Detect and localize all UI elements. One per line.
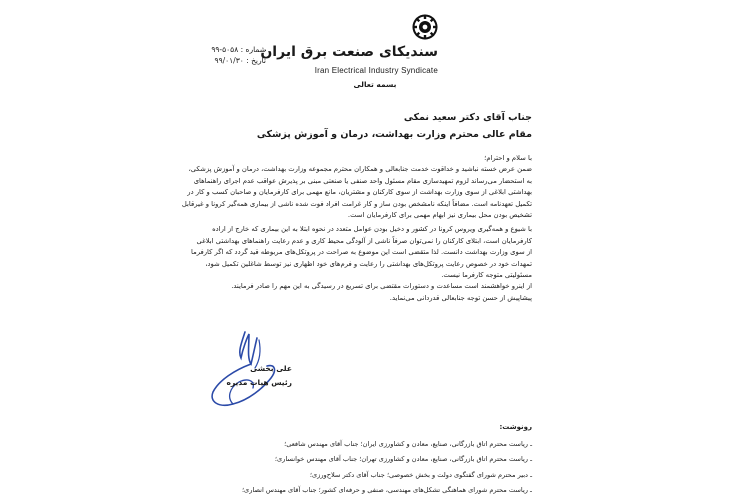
signer-title: رئیس هیات مدیره (226, 378, 292, 387)
body-line: به استحضار می‌رساند لزوم تمهیدسازی مقام مسئول واحد صنفی یا صنعتی مبنی بر پذیرش عواقب عدم اجرای راهنماهای (193, 176, 532, 185)
letter-date: تاریخ : ۹۹/۰۱/۳۰ (214, 56, 266, 65)
letter-meta (196, 44, 266, 66)
body-line: بهداشتی ابلاغی از سوی وزارت بهداشت از سوی کارکنان و مشتریان، مانع مهمی برای کارفرمایان و صاحبان کسب و کار در (187, 188, 532, 197)
body-line: از سوی وزارت بهداشت دانست. لذا متقضی است این موضوع به صراحت در پروتکل‌های مربوطه قید گردد که اگر کارفرما (191, 248, 532, 257)
org-name-persian: سندیکای صنعت برق ایران (260, 44, 438, 60)
cc-title: رونوشت: (499, 423, 532, 431)
body-line: ضمن عرض خسته نباشید و خداقوت خدمت جنابعالی و همکاران محترم مجموعه وزارت بهداشت، درمان و آموزش پزشکی، (188, 165, 532, 174)
greeting: با سلام و احترام؛ (484, 154, 532, 162)
body-line: پیشاپیش از حسن توجه جنابعالی قدردانی می‌نماید. (389, 293, 532, 302)
cc-item: ـ ریاست محترم اتاق بازرگانی، صنایع، معادن و کشاورزی ایران؛ جناب آقای مهندس شافعی؛ (284, 440, 532, 449)
body-line: تمهدات خود در خصوص رعایت پروتکل‌های بهداشتی را رعایت و فرم‌های خود اظهاری نیز توسط شاغلین تکمیل شود، (205, 259, 532, 268)
body-line: تشخیص بودن محل بیماری نیز ابهام مهمی برای کارفرمایان است. (347, 211, 532, 220)
letter-number: شماره : ۵۰۵۸-۹۹ (211, 45, 266, 54)
body-line: کارفرمایان است، ابتلای کارکنان را نمی‌توان صرفاً ناشی از آلودگی محیط کاری و عدم رعایت راهنماهای بهداشتی ابلاغی (196, 236, 532, 245)
cc-item: ـ ریاست محترم شورای هماهنگی تشکل‌های مهندسی، صنفی و حرفه‌ای کشور؛ جناب آقای مهندس انصاری؛ (241, 485, 532, 494)
cc-item: ـ ریاست محترم اتاق بازرگانی، صنایع، معادن و کشاورزی تهران؛ جناب آقای مهندس خوانساری؛ (274, 455, 532, 464)
org-name-english: Iran Electrical Industry Syndicate (314, 66, 438, 75)
syndicate-logo-icon (412, 14, 438, 40)
signer-block (212, 362, 292, 390)
cc-block (232, 420, 532, 498)
body-line: با شیوع و همه‌گیری ویروس کرونا در کشور و دخیل بودن عوامل متعدد در نحوه ابتلا به این بیماری که خارج از اراده (212, 225, 532, 234)
letter-body (181, 153, 532, 304)
cc-item: ـ دبیر محترم شورای گفتگوی دولت و بخش خصوصی؛ جناب آقای دکتر سلاح‌ورزی؛ (309, 470, 532, 479)
recipient-name: جناب آقای دکتر سعید نمکی (403, 112, 532, 123)
bismillah: بسمه تعالی (353, 80, 397, 89)
body-line: از اینرو خواهشمند است مساعدت و دستورات مقتضی برای تسریع در رسیدگی به این مهم را صادر فرمایند. (231, 282, 532, 291)
recipient-position: مقام عالی محترم وزارت بهداشت، درمان و آموزش پزشکی (256, 129, 532, 140)
body-line: تکمیل تعهدنامه است. مضافاً اینکه نامشخص بودن ساز و کار غرامت افراد فوت شده ناشی از بیماری همه‌گیر کرونا و غیرقابل (181, 199, 532, 208)
body-line: مسئولیتی متوجه کارفرما نیست. (441, 271, 532, 280)
recipient-block (232, 109, 532, 143)
signer-name: علی بخشی (250, 364, 292, 373)
